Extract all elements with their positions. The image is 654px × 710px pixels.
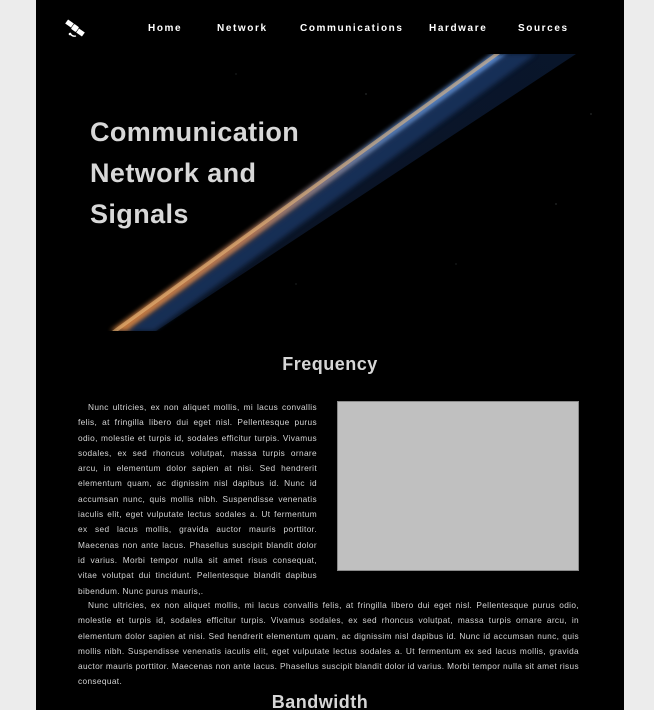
section-heading-frequency: Frequency [282,354,378,374]
nav-link-communications[interactable]: Communications [300,23,404,34]
nav-link-home[interactable]: Home [148,23,183,34]
hero-banner [36,54,624,331]
nav-link-network[interactable]: Network [217,23,268,34]
hero-title-line-2: Network and [90,158,257,188]
frequency-paragraph-2: Nunc ultricies, ex non aliquet mollis, mi lacus convallis felis, at fringilla libero dui eget nisl. Pellentesque purus odio, molestie et turpis id, sodales efficitur turpis. Vivamus sodales, ex sed rhoncus volutpat, massa turpis ornare arcu, in elementum dolor sapien at nisi. Sed hendrerit elementum quam, ac dignissim nisl dapibus id. Nunc id accumsan nunc, quis mollis nibh. Suspendisse venenatis iaculis elit, eget vulputate lectus sodales a. Ut fermentum ex sed lacus mollis, gravida auctor mauris porttitor. Maecenas non ante lacus. Phasellus suscipit blandit dolor id varius. Morbi tempor nulla sit amet risus consequat. [78,600,579,687]
nav-link-sources[interactable]: Sources [518,23,569,34]
image-placeholder [337,401,579,571]
hero-title-line-1: Communication [90,117,300,147]
page [36,0,624,710]
satellite-icon[interactable] [64,18,88,40]
hero-title-line-3: Signals [90,199,189,229]
top-nav [36,0,624,54]
hero-title [90,112,320,235]
nav-link-hardware[interactable]: Hardware [429,23,488,34]
section-heading-bandwidth: Bandwidth [271,692,369,710]
frequency-paragraph-1: Nunc ultricies, ex non aliquet mollis, mi lacus convallis felis, at fringilla libero dui eget nisl. Pellentesque purus odio, molestie et turpis id, sodales efficitur turpis. Vivamus sodales, ex sed rhoncus volutpat, massa turpis ornare arcu, in elementum dolor sapien at nisi. Sed hendrerit elementum quam, ac dignissim nisl dapibus id. Nunc id accumsan nunc, quis mollis nibh. Suspendisse venenatis iaculis elit, eget vulputate lectus sodales a. Ut fermentum ex sed lacus mollis, gravida auctor mauris porttitor. Maecenas non ante lacus. Phasellus suscipit blandit dolor id varius. Morbi tempor nulla sit amet risus consequat, vitae volutpat dui tincidunt. Pellentesque blandit dapibus bibendum. Nunc purus mauris,. [78,402,317,596]
